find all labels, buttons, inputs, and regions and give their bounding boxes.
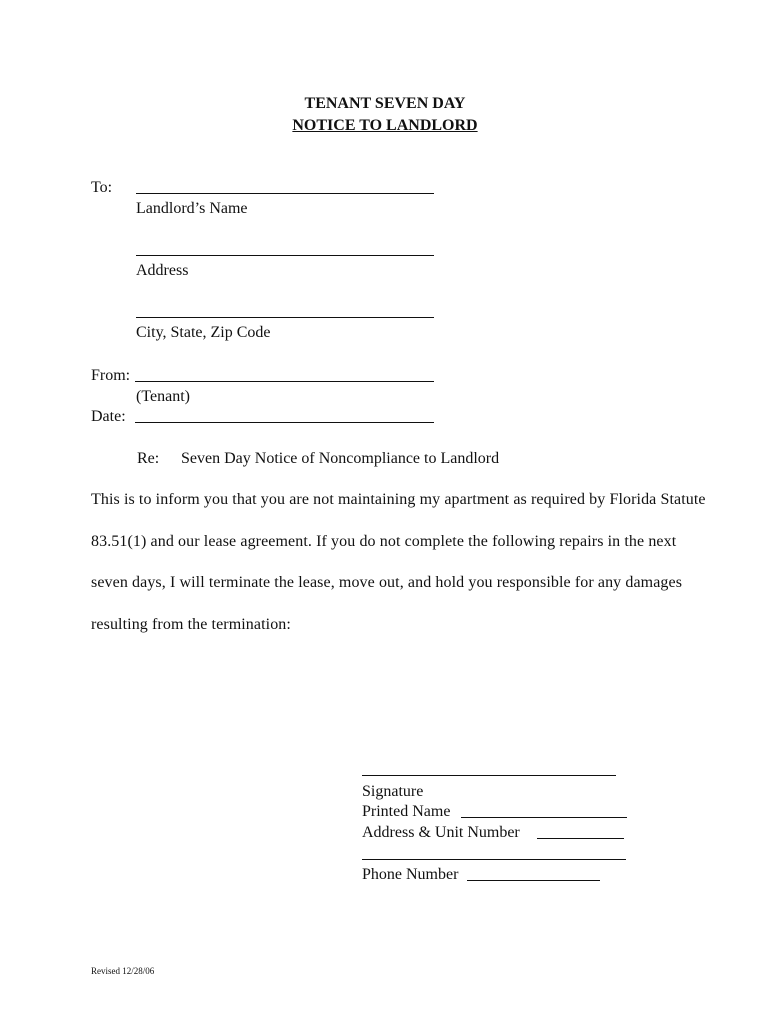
printed-name-label: Printed Name: [362, 803, 451, 820]
document-title-line2: NOTICE TO LANDLORD: [292, 117, 478, 134]
landlord-name-caption: Landlord’s Name: [136, 200, 248, 217]
revised-date: Revised 12/28/06: [91, 966, 155, 976]
date-line[interactable]: [135, 422, 434, 423]
printed-name-line[interactable]: [461, 817, 627, 818]
city-state-zip-caption: City, State, Zip Code: [136, 324, 271, 341]
phone-number-line[interactable]: [467, 880, 600, 881]
address-line[interactable]: [136, 255, 434, 256]
phone-number-label: Phone Number: [362, 866, 459, 883]
to-label: To:: [91, 179, 113, 196]
address-unit-label: Address & Unit Number: [362, 824, 520, 841]
document-title-line1: TENANT SEVEN DAY: [304, 95, 466, 112]
date-label: Date:: [91, 408, 126, 425]
address-unit-line-2[interactable]: [362, 859, 626, 860]
notice-body-paragraph: This is to inform you that you are not maintaining my apartment as required by Florida Statute 83.51(1) and our lease agreement. If you do not complete the following repairs in the next seven days, I will terminate the lease, move out, and hold you responsible for any damages resulting from the termination:: [91, 491, 706, 633]
city-state-zip-line[interactable]: [136, 317, 434, 318]
re-label: Re:: [137, 450, 160, 467]
from-label: From:: [91, 367, 131, 384]
address-unit-line[interactable]: [537, 838, 624, 839]
tenant-name-line[interactable]: [135, 381, 434, 382]
re-subject: Seven Day Notice of Noncompliance to Landlord: [181, 450, 500, 467]
signature-line[interactable]: [362, 775, 616, 776]
signature-label: Signature: [362, 783, 424, 800]
address-caption: Address: [136, 262, 189, 279]
tenant-caption: (Tenant): [136, 388, 190, 405]
landlord-name-line[interactable]: [136, 193, 434, 194]
